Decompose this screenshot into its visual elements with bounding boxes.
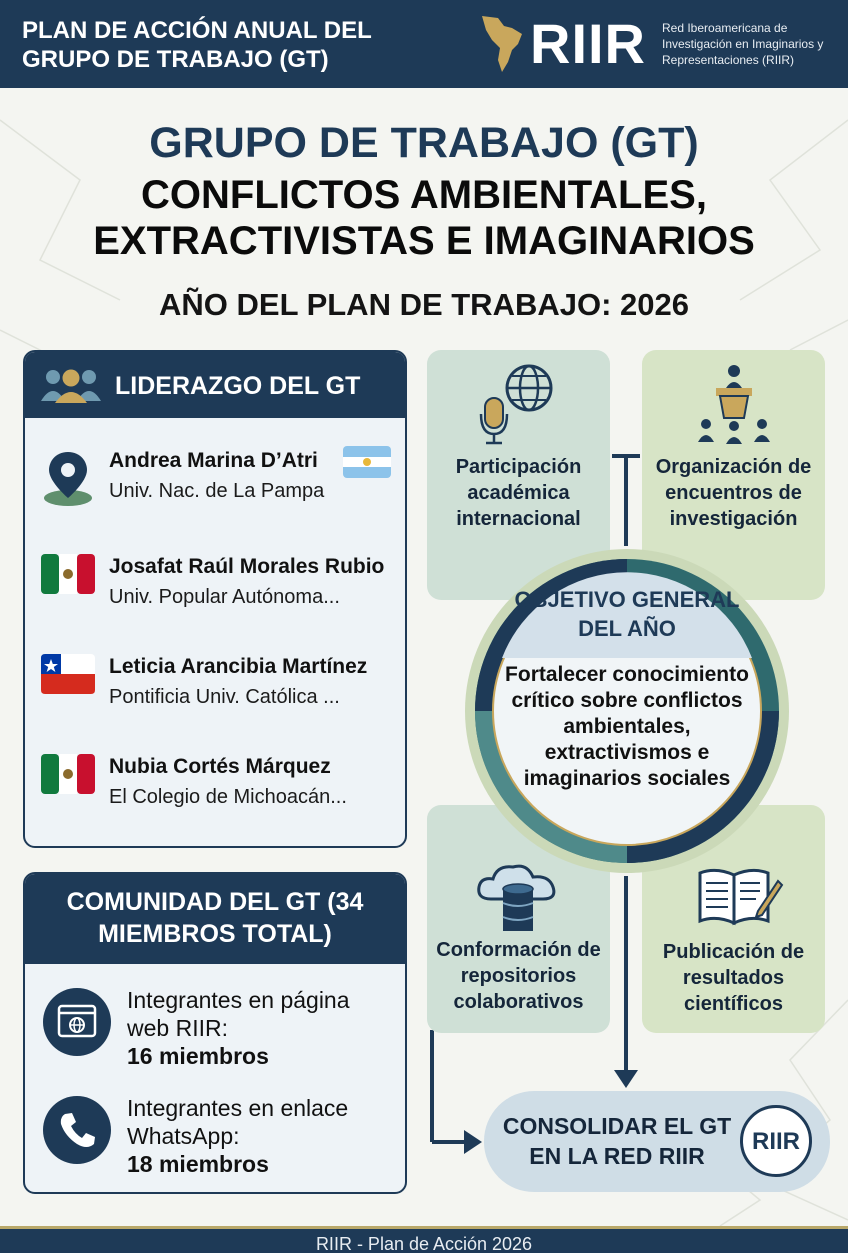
leader-institution: Univ. Nac. de La Pampa <box>109 480 325 502</box>
leader-name: Leticia Arancibia Martínez <box>109 655 368 678</box>
footer-text: RIIR - Plan de Acción 2026 <box>315 1234 533 1253</box>
microphone-globe-icon <box>479 362 559 446</box>
riir-seal <box>740 1105 812 1177</box>
footer-bar <box>0 1226 848 1253</box>
leader-name: Josafat Raúl Morales Rubio <box>109 555 385 578</box>
community-item-label: Integrantes en enlace WhatsApp: <box>127 1095 349 1149</box>
riir-seal-text: RIIR <box>752 1128 800 1155</box>
leader-institution: El Colegio de Michoacán... <box>109 786 347 808</box>
activity-label: Publicación de resultados científicos <box>662 941 805 1015</box>
riir-logo-subtitle: Red Iberoamericana de Investigación en Imaginarios y Representaciones (RIIR) <box>662 21 824 67</box>
community-title: COMUNIDAD DEL GT (34 MIEMBROS TOTAL) <box>25 874 405 964</box>
community-item-label: Integrantes en página web RIIR: <box>127 987 350 1041</box>
activity-label: Conformación de repositorios colaborativos <box>436 939 601 1013</box>
leader-institution: Pontificia Univ. Católica ... <box>109 686 340 708</box>
activity-label: Organización de encuentros de investigación <box>655 456 812 530</box>
objective-text: Fortalecer conocimiento crítico sobre conflictos ambientales, extractivismos e imaginarios sociales <box>505 663 749 790</box>
group-title: GRUPO DE TRABAJO (GT) <box>149 119 699 167</box>
leader-institution: Univ. Popular Autónoma... <box>109 586 340 608</box>
lectern-audience-icon <box>694 362 774 446</box>
consolidate-text: CONSOLIDAR EL GT EN LA RED RIIR <box>502 1113 732 1169</box>
objective-title: OBJETIVO GENERAL DEL AÑO <box>514 587 740 641</box>
consolidate-banner <box>484 1091 830 1192</box>
community-item-count: 18 miembros <box>127 1151 269 1177</box>
leader-name: Nubia Cortés Márquez <box>109 755 331 778</box>
header-title: PLAN DE ACCIÓN ANUAL DEL GRUPO DE TRABAJO (GT) <box>22 17 372 73</box>
main-title: CONFLICTOS AMBIENTALES, EXTRACTIVISTAS E IMAGINARIOS <box>93 173 755 263</box>
community-item-count: 16 miembros <box>127 1043 269 1069</box>
plan-year: AÑO DEL PLAN DE TRABAJO: 2026 <box>159 287 689 322</box>
leader-name: Andrea Marina D’Atri <box>109 449 318 472</box>
riir-logo: RIIR <box>530 12 646 75</box>
leadership-title: LIDERAZGO DEL GT <box>115 372 361 400</box>
activity-label: Participación académica internacional <box>455 456 582 530</box>
